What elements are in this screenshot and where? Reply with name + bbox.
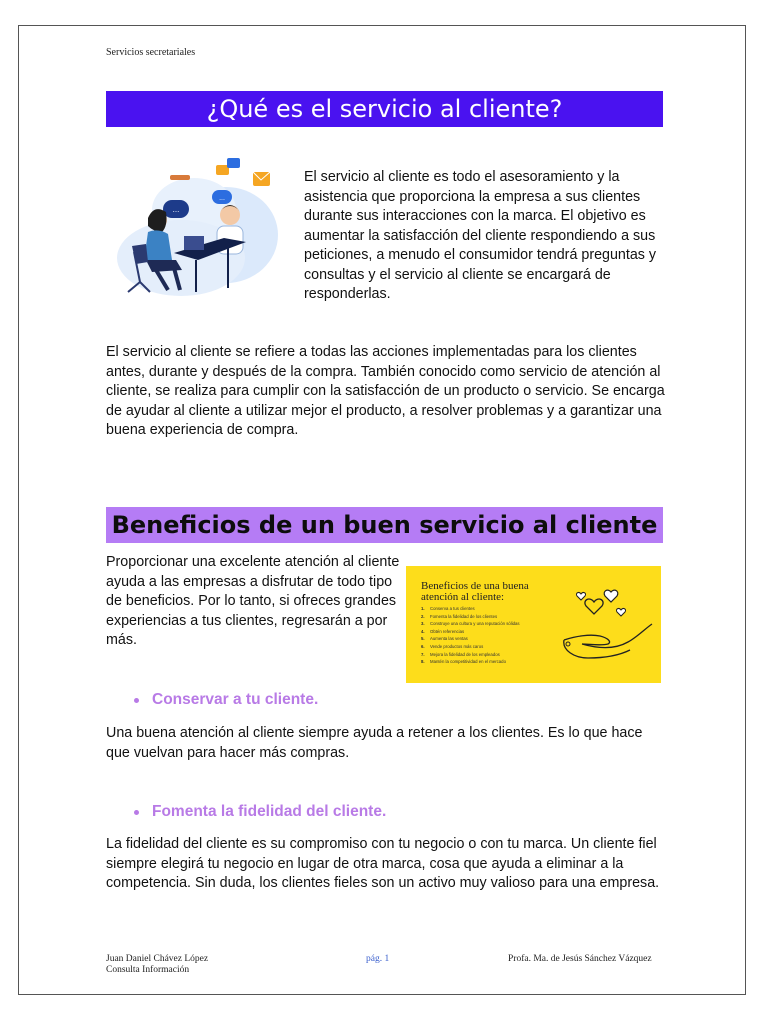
section-title-what-is: ¿Qué es el servicio al cliente? [106, 91, 663, 127]
infographic-item: 3. Construye una cultura y una reputación sólidas [421, 621, 520, 627]
infographic-item: 1. Conserva a tus clientes [421, 606, 475, 611]
benefit-text-loyalty: La fidelidad del cliente es su compromiso con tu negocio o con tu marca. Un cliente fiel siempre elegirá tu negocio en lugar de otra marca, cosa que ayuda a eliminar a la competencia. Sin duda, los clientes fieles son un activo muy valioso para una empresa. [106, 836, 660, 891]
footer-left [106, 954, 208, 976]
infographic-item: 5. Aumenta las ventas [421, 636, 468, 642]
footer-subject: Consulta Información [106, 965, 190, 975]
infographic-item: 7. Mejora la fidelidad de los empleados [421, 651, 500, 657]
benefits-infographic [406, 566, 661, 683]
definition-paragraph: El servicio al cliente se refiere a todas las acciones implementadas para los clientes antes, durante y después de la compra. También conocido como servicio de atención al cliente, se realiza para cumplir con la satisfacción de un producto o servicio. Se encarga de ayudar al cliente a utilizar mejor el producto, a resolver problemas y a garantizar una buena experiencia de compra. [106, 344, 665, 438]
infographic-item: 6. Vende productos más caros [421, 643, 484, 649]
footer-teacher: Profa. Ma. de Jesús Sánchez Vázquez [508, 954, 652, 964]
hand-hearts-icon [556, 578, 656, 673]
bullet-dot-icon [134, 810, 139, 815]
benefits-intro-paragraph: Proporcionar una excelente atención al cliente ayuda a las empresas a disfrutar de todo tipo de beneficios. Por lo tanto, si ofreces grandes experiencias a tus clientes, regresarán a por más. [106, 554, 400, 648]
benefit-heading-loyalty: Fomenta la fidelidad del cliente. [134, 803, 386, 821]
infographic-item: 2. Fomenta la fidelidad de los clientes [421, 613, 498, 619]
customer-service-illustration [106, 140, 296, 300]
footer-page-number: pág. 1 [366, 954, 390, 964]
bullet-dot-icon [134, 698, 139, 703]
benefit-text-retain: Una buena atención al cliente siempre ayuda a retener a los clientes. Es lo que hace que vuelvan para hacer más compras. [106, 725, 643, 761]
infographic-list [421, 605, 520, 666]
infographic-item: 8. Mantén la competitividad en el mercado [421, 659, 506, 665]
page-header: Servicios secretariales [106, 47, 196, 58]
svg-text:...: ... [219, 195, 225, 202]
svg-text:...: ... [172, 205, 180, 214]
intro-paragraph: El servicio al cliente es todo el asesoramiento y la asistencia que proporciona la empresa a sus clientes durante sus interacciones con la marca. El objetivo es aumentar la satisfacción del cliente respondiendo a sus peticiones, a menudo el consumidor tendrá preguntas y consultas y el servicio al cliente se encargará de responderlas. [304, 169, 657, 302]
benefit-heading-retain: Conservar a tu cliente. [134, 691, 318, 709]
footer-author: Juan Daniel Chávez López [106, 954, 209, 964]
section-title-benefits: Beneficios de un buen servicio al cliente [106, 507, 663, 543]
infographic-title: Beneficios de una buena atención al cliente: [421, 580, 529, 603]
infographic-item: 4. Obtén referencias [421, 628, 465, 634]
